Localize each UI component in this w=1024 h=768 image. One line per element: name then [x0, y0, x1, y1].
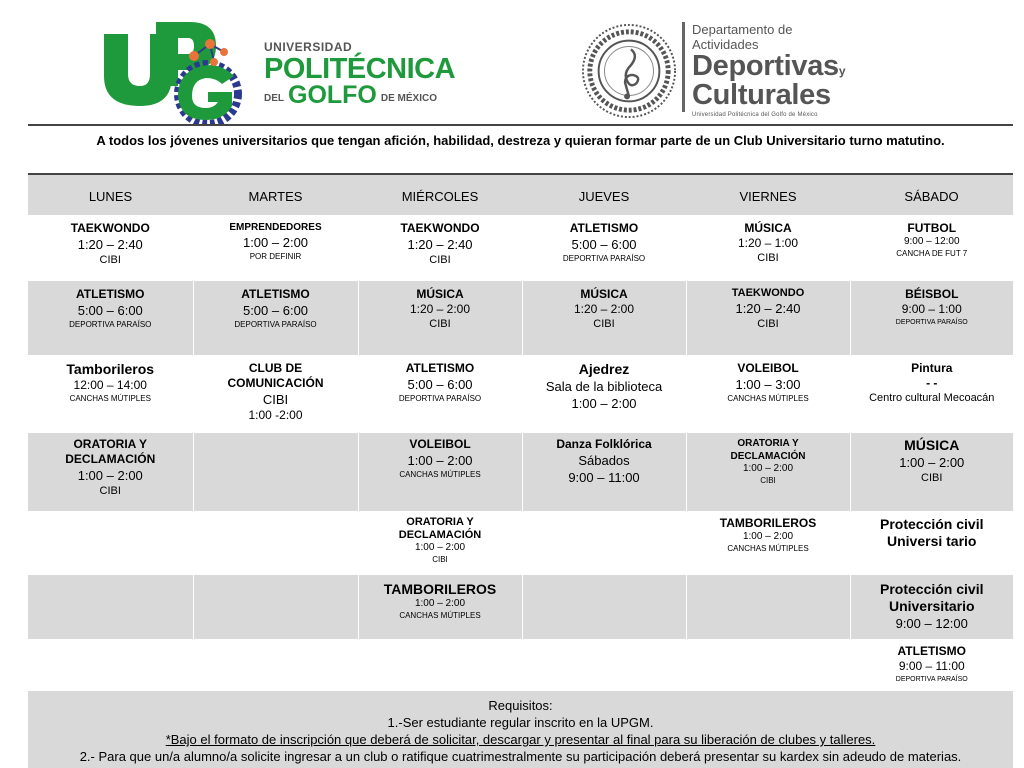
club-place: CIBI — [757, 318, 779, 330]
club-name-line1: Protección civil — [880, 516, 984, 532]
empty-cell — [193, 511, 358, 575]
club-time: 1:00 – 2:00 — [414, 542, 466, 553]
club-time: 1:00 – 2:00 — [407, 453, 473, 468]
club-cell — [850, 433, 1013, 511]
empty-cell — [686, 639, 850, 691]
club-time: 9:00 – 12:00 — [895, 616, 968, 631]
club-name: TAEKWONDO — [731, 287, 805, 299]
club-place: CANCHAS MÚTIPLES — [727, 394, 809, 403]
day-header: LUNES — [28, 174, 193, 215]
club-place: DEPORTIVA PARAÍSO — [562, 254, 646, 263]
department-name — [692, 22, 892, 118]
university-name — [264, 40, 484, 108]
club-time: 1:20 – 2:40 — [735, 301, 801, 316]
empty-cell — [522, 511, 686, 575]
department-line2: Actividades — [692, 37, 759, 52]
club-name: Danza Folklórica — [556, 437, 652, 451]
department-line3: Deportivas — [692, 50, 839, 82]
club-place: DEPORTIVA PARAÍSO — [69, 320, 152, 329]
club-name: ATLETISMO — [405, 361, 475, 375]
club-cell — [850, 639, 1013, 691]
club-cell — [193, 281, 358, 355]
club-name-line1: Protección civil — [880, 581, 984, 597]
day-header: SÁBADO — [850, 174, 1013, 215]
club-name: Pintura — [911, 361, 953, 375]
club-cell — [686, 281, 850, 355]
club-cell — [686, 511, 850, 575]
club-place: Centro cultural Mecoacán — [869, 392, 995, 404]
club-place: CIBI — [760, 476, 776, 485]
club-name: TAEKWONDO — [70, 221, 150, 235]
club-cell — [686, 215, 850, 281]
club-place: DEPORTIVA PARAÍSO — [398, 394, 482, 403]
requirements-box — [28, 691, 1013, 768]
club-time: 1:00 – 2:00 — [242, 235, 309, 250]
table-row — [28, 215, 1013, 281]
university-line2: POLITÉCNICA — [264, 53, 456, 85]
club-time: 1:20 – 2:40 — [77, 237, 143, 252]
club-time: 9:00 – 11:00 — [568, 470, 640, 485]
club-name: VOLEIBOL — [409, 437, 471, 451]
requirements-line2: *Bajo el formato de inscripción que deberá de solicitar, descargar y presentar al final para su liberación de clubes y talleres. — [165, 732, 876, 747]
club-name: TAEKWONDO — [400, 221, 480, 235]
club-cell — [850, 215, 1013, 281]
club-place: CIBI — [593, 318, 615, 330]
club-name-line2: DECLAMACIÓN — [398, 529, 482, 541]
club-place: CIBI — [99, 485, 121, 497]
club-time: 5:00 – 6:00 — [242, 303, 309, 318]
club-cell — [522, 433, 686, 511]
empty-cell — [193, 433, 358, 511]
club-place: DEPORTIVA PARAÍSO — [895, 676, 968, 683]
day-header: JUEVES — [522, 174, 686, 215]
day-header-row — [28, 174, 1013, 215]
club-time: 5:00 – 6:00 — [407, 377, 473, 392]
club-cell — [358, 215, 522, 281]
intro-text: A todos los jóvenes universitarios que tengan afición, habilidad, destreza y quieran formar parte de un Club Universitario turno matutino. — [96, 133, 945, 148]
table-row — [28, 511, 1013, 575]
club-place: CANCHA DE FUT 7 — [896, 249, 968, 258]
club-name: MÚSICA — [744, 221, 792, 235]
club-name-line2: DECLAMACIÓN — [730, 451, 806, 462]
club-place: CANCHAS MÚTIPLES — [399, 470, 481, 479]
table-row — [28, 639, 1013, 691]
club-place: CANCHAS MÚTIPLES — [69, 394, 151, 403]
club-time: 1:20 – 2:00 — [573, 302, 635, 316]
club-cell — [850, 355, 1013, 433]
empty-cell — [522, 639, 686, 691]
club-name: ATLETISMO — [76, 287, 145, 301]
club-name-line1: ORATORIA Y — [406, 516, 474, 528]
club-time: - - — [926, 376, 938, 390]
club-time: 1:20 – 2:00 — [409, 302, 471, 316]
club-name: MÚSICA — [416, 287, 464, 301]
empty-cell — [28, 639, 193, 691]
club-cell — [850, 281, 1013, 355]
club-cell — [358, 575, 522, 639]
requirements-line1: 1.-Ser estudiante regular inscrito en la UPGM. — [387, 715, 654, 730]
club-name-line2: COMUNICACIÓN — [227, 376, 324, 390]
club-cell — [850, 511, 1013, 575]
club-cell — [522, 355, 686, 433]
club-place: POR DEFINIR — [249, 252, 302, 261]
club-place: CIBI — [757, 252, 779, 264]
club-cell — [28, 433, 193, 511]
club-time: 1:00 -2:00 — [248, 408, 303, 422]
club-time: 1:00 – 2:00 — [414, 598, 466, 609]
club-time: 9:00 – 12:00 — [903, 236, 960, 247]
club-name: FUTBOL — [907, 221, 957, 235]
university-line3-main: GOLFO — [288, 81, 377, 109]
club-place: CIBI — [921, 472, 943, 484]
club-name: MÚSICA — [580, 287, 628, 301]
club-time: 1:00 – 2:00 — [742, 463, 794, 474]
day-header: MIÉRCOLES — [358, 174, 522, 215]
empty-cell — [522, 575, 686, 639]
club-name: ATLETISMO — [241, 287, 310, 301]
club-place: CIBI — [262, 392, 289, 407]
department-line4: Culturales — [692, 79, 831, 111]
music-seal-icon — [580, 22, 678, 120]
club-cell — [28, 215, 193, 281]
club-name-line2: Universi tario — [887, 533, 977, 549]
club-cell — [522, 281, 686, 355]
club-time: 1:00 – 3:00 — [735, 377, 801, 392]
club-name: Tamborileros — [66, 361, 155, 377]
table-row — [28, 281, 1013, 355]
club-time: 1:00 – 2:00 — [899, 455, 965, 470]
club-cell — [358, 281, 522, 355]
club-cell — [358, 433, 522, 511]
club-name: BÉISBOL — [905, 287, 959, 301]
club-cell — [522, 215, 686, 281]
club-place: CIBI — [99, 254, 121, 266]
club-cell — [193, 355, 358, 433]
university-line3-prefix: DEL — [264, 93, 284, 104]
club-place: Sala de la biblioteca — [545, 379, 663, 394]
club-name: VOLEIBOL — [737, 361, 799, 375]
university-line3-suffix: DE MÉXICO — [380, 93, 438, 104]
club-time: 5:00 – 6:00 — [571, 237, 637, 252]
club-cell — [850, 575, 1013, 639]
club-name-line2: DECLAMACIÓN — [65, 452, 156, 466]
club-cell — [686, 433, 850, 511]
club-place: Sábados — [578, 453, 630, 468]
club-place: DEPORTIVA PARAÍSO — [895, 319, 968, 326]
department-line1: Departamento de — [692, 22, 793, 37]
club-name-line1: CLUB DE — [248, 361, 303, 375]
club-time: 9:00 – 11:00 — [898, 659, 965, 673]
club-cell — [686, 355, 850, 433]
club-time: 1:20 – 2:40 — [407, 237, 473, 252]
club-place: CANCHAS MÚTIPLES — [399, 611, 481, 620]
schedule-table — [28, 173, 1013, 691]
empty-cell — [686, 575, 850, 639]
club-name-line1: ORATORIA Y — [737, 438, 799, 449]
department-line3-y: y — [838, 64, 846, 78]
header — [0, 0, 1024, 124]
club-time: 1:00 – 2:00 — [571, 396, 637, 411]
table-row — [28, 355, 1013, 433]
club-name: Ajedrez — [578, 361, 630, 377]
requirements-line3: 2.- Para que un/a alumno/a solicite ingresar a un club o ratifique cuatrimestralmente su participación deberá presentar su kardex sin adeudo de materias. — [79, 749, 962, 764]
club-place: CIBI — [429, 254, 451, 266]
requirements-title: Requisitos: — [488, 698, 553, 713]
empty-cell — [193, 575, 358, 639]
table-row — [28, 575, 1013, 639]
university-line1: UNIVERSIDAD — [264, 40, 353, 54]
upg-logo — [98, 16, 258, 124]
club-cell — [28, 355, 193, 433]
day-header: MARTES — [193, 174, 358, 215]
club-time: 5:00 – 6:00 — [77, 303, 143, 318]
club-time: 12:00 – 14:00 — [73, 378, 147, 392]
club-name: TAMBORILEROS — [719, 516, 817, 530]
empty-cell — [28, 575, 193, 639]
club-name: ATLETISMO — [897, 644, 966, 658]
club-time: 1:00 – 2:00 — [742, 531, 794, 542]
club-cell — [358, 511, 522, 575]
club-name: EMPRENDEDORES — [229, 222, 322, 233]
table-row — [28, 433, 1013, 511]
club-cell — [28, 281, 193, 355]
club-cell — [358, 355, 522, 433]
club-name: TAMBORILEROS — [383, 581, 497, 597]
club-place: CIBI — [429, 318, 451, 330]
empty-cell — [193, 639, 358, 691]
club-place: CIBI — [432, 555, 448, 564]
club-name-line2: Universitario — [888, 598, 975, 614]
club-place: CANCHAS MÚTIPLES — [727, 544, 809, 553]
club-name-line1: ORATORIA Y — [73, 437, 148, 451]
club-time: 1:00 – 2:00 — [77, 468, 143, 483]
club-cell — [193, 215, 358, 281]
club-time: 9:00 – 1:00 — [901, 302, 962, 316]
header-rule — [28, 124, 1013, 126]
empty-cell — [28, 511, 193, 575]
empty-cell — [358, 639, 522, 691]
department-divider — [682, 22, 685, 112]
club-place: DEPORTIVA PARAÍSO — [234, 320, 317, 329]
day-header: VIERNES — [686, 174, 850, 215]
club-time: 1:20 – 1:00 — [737, 236, 799, 250]
club-name: MÚSICA — [904, 437, 960, 453]
department-line5: Universidad Politécnica del Golfo de México — [692, 112, 818, 118]
club-name: ATLETISMO — [569, 221, 639, 235]
